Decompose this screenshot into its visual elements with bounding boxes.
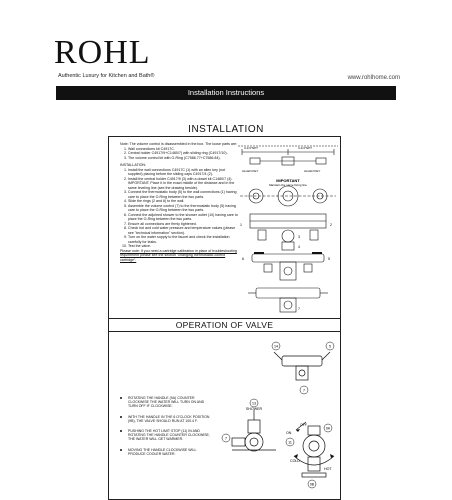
operation-bullet: PUSHING THE HOT LIMIT STOP (11) IN AND ROTATING THE HANDLE COUNTER CLOCKWISE, THE WATER WILL GET WARMER. (118, 429, 210, 442)
hot-label: HOT (324, 467, 332, 471)
parts-item: 3. The volume control kit with O-Ring (C7586.77+C7586.84). (128, 156, 238, 161)
part-number-label: 6 (242, 257, 244, 261)
installation-title: INSTALLATION (188, 124, 264, 135)
part-number-label: 1 (240, 223, 242, 227)
callout-13: 13 (252, 401, 256, 406)
important-label: IMPORTANT (276, 178, 300, 183)
installation-diagram (236, 138, 340, 318)
step-item: 9. Turn on the water supply to the faucet and check the installation carefully for leaks. (128, 235, 238, 244)
operation-diagram (212, 334, 340, 498)
operation-title: OPERATION OF VALVE (175, 320, 274, 330)
callout-7: 7 (303, 388, 305, 393)
step-item: 6. Connect the adjoined shower to the shower outlet (10) having care to place the O-Ring between the two parts. (128, 213, 238, 222)
operation-bullets (118, 396, 210, 462)
part-number-label: 7 (298, 307, 300, 311)
part-number-label: 5 (328, 257, 330, 261)
parts-item: 1. Wall connections kit C4917C. (128, 147, 238, 152)
part-number-label: 3 (298, 235, 300, 239)
operation-bullet: WITH THE HANDLE IN THE 6 O'CLOCK POSITION (9B), THE VALVE SHOULD RUN AT 100.4 F. (118, 415, 210, 423)
cold-label: COLD (290, 459, 300, 463)
parts-item: 2. Central holder C4917/9+C1480/7) with sliding ring (C4917/10). (128, 151, 238, 156)
maintain-label: Maintain the same fixing line (269, 183, 307, 187)
wrench-left-label: ALLEN KEY (242, 169, 259, 173)
step-item: 1. Install the wall connections C4917C (1) with an allen key (not supplied) placing before the sliding caps C4917/4 (2). (128, 168, 238, 177)
step-item: 8. Check hot and cold water pressure and temperature values (please see "technical information" section). (128, 226, 238, 235)
callout-7: 7 (225, 436, 227, 441)
section-banner: Installation Instructions (56, 86, 396, 100)
section-divider (108, 318, 341, 319)
step-item: 7. Ensure all connections are firmly tightened. (128, 222, 238, 227)
dim-right-label: 3-1/4"NPT (298, 146, 312, 150)
part-number-label: 4 (298, 245, 300, 249)
callout-5: 5 (329, 344, 331, 349)
step-item: 10. Test the valve. (128, 244, 238, 249)
step-item: 2. Install the central holder C4917/9 (3) with a dowel kit C1480/7 (4). IMPORTANT: Place it in the exact middle of the distance and in the same leveling line (see the drawing beside). (128, 177, 238, 191)
on-label: ON (286, 431, 292, 435)
dim-left-label: 3-1/4"NPT (244, 146, 258, 150)
parts-list (120, 147, 238, 161)
steps-heading: INSTALLATION: (120, 163, 147, 167)
step-item: 3. Connect the thermostatic body (5) to the wall connections (1) having care to place the O-Ring between the two parts. (128, 190, 238, 199)
brand-tagline: Authentic Luxury for Kitchen and Bath® (58, 73, 155, 79)
callout-9a: 9A (325, 426, 331, 431)
steps-list (120, 168, 238, 249)
shower-label: SHOWER (245, 407, 263, 411)
installation-notes (120, 142, 238, 262)
operation-bullet: MOVING THE HANDLE CLOCKWISE WILL PRODUCE COOLER WATER. (118, 448, 210, 456)
closing-note: Please note: if you need a cartridge calibration in place of troubleshooting requirement please see the section "changing thermostatic control cartridge". (120, 248, 237, 262)
off-label: OFF (300, 423, 308, 427)
rohl-logo: ROHL (54, 34, 151, 71)
operation-bullet: ROTATING THE HANDLE (9A) COUNTER CLOCKWISE THE WATER WILL TURN ON AND TURN OFF IF CLOCKWISE. (118, 396, 210, 409)
website-link[interactable]: www.rohlhome.com (347, 75, 400, 81)
callout-11: 11 (288, 440, 292, 445)
wrench-right-label: ALLEN KEY (304, 169, 321, 173)
section-divider (108, 331, 341, 332)
step-item: 4. Slide the rings (2 and 6) to the wall. (128, 199, 238, 204)
callout-9b: 9B (309, 482, 315, 487)
callout-14: 14 (274, 344, 278, 349)
note-text: Note: The volume control is disassembled in the box. The loose parts are: (120, 142, 238, 146)
step-item: 5. Assemble the volume control (7) to the thermostatic body (5) having care to place the O-Ring between the two parts. (128, 204, 238, 213)
part-number-label: 2 (330, 223, 332, 227)
